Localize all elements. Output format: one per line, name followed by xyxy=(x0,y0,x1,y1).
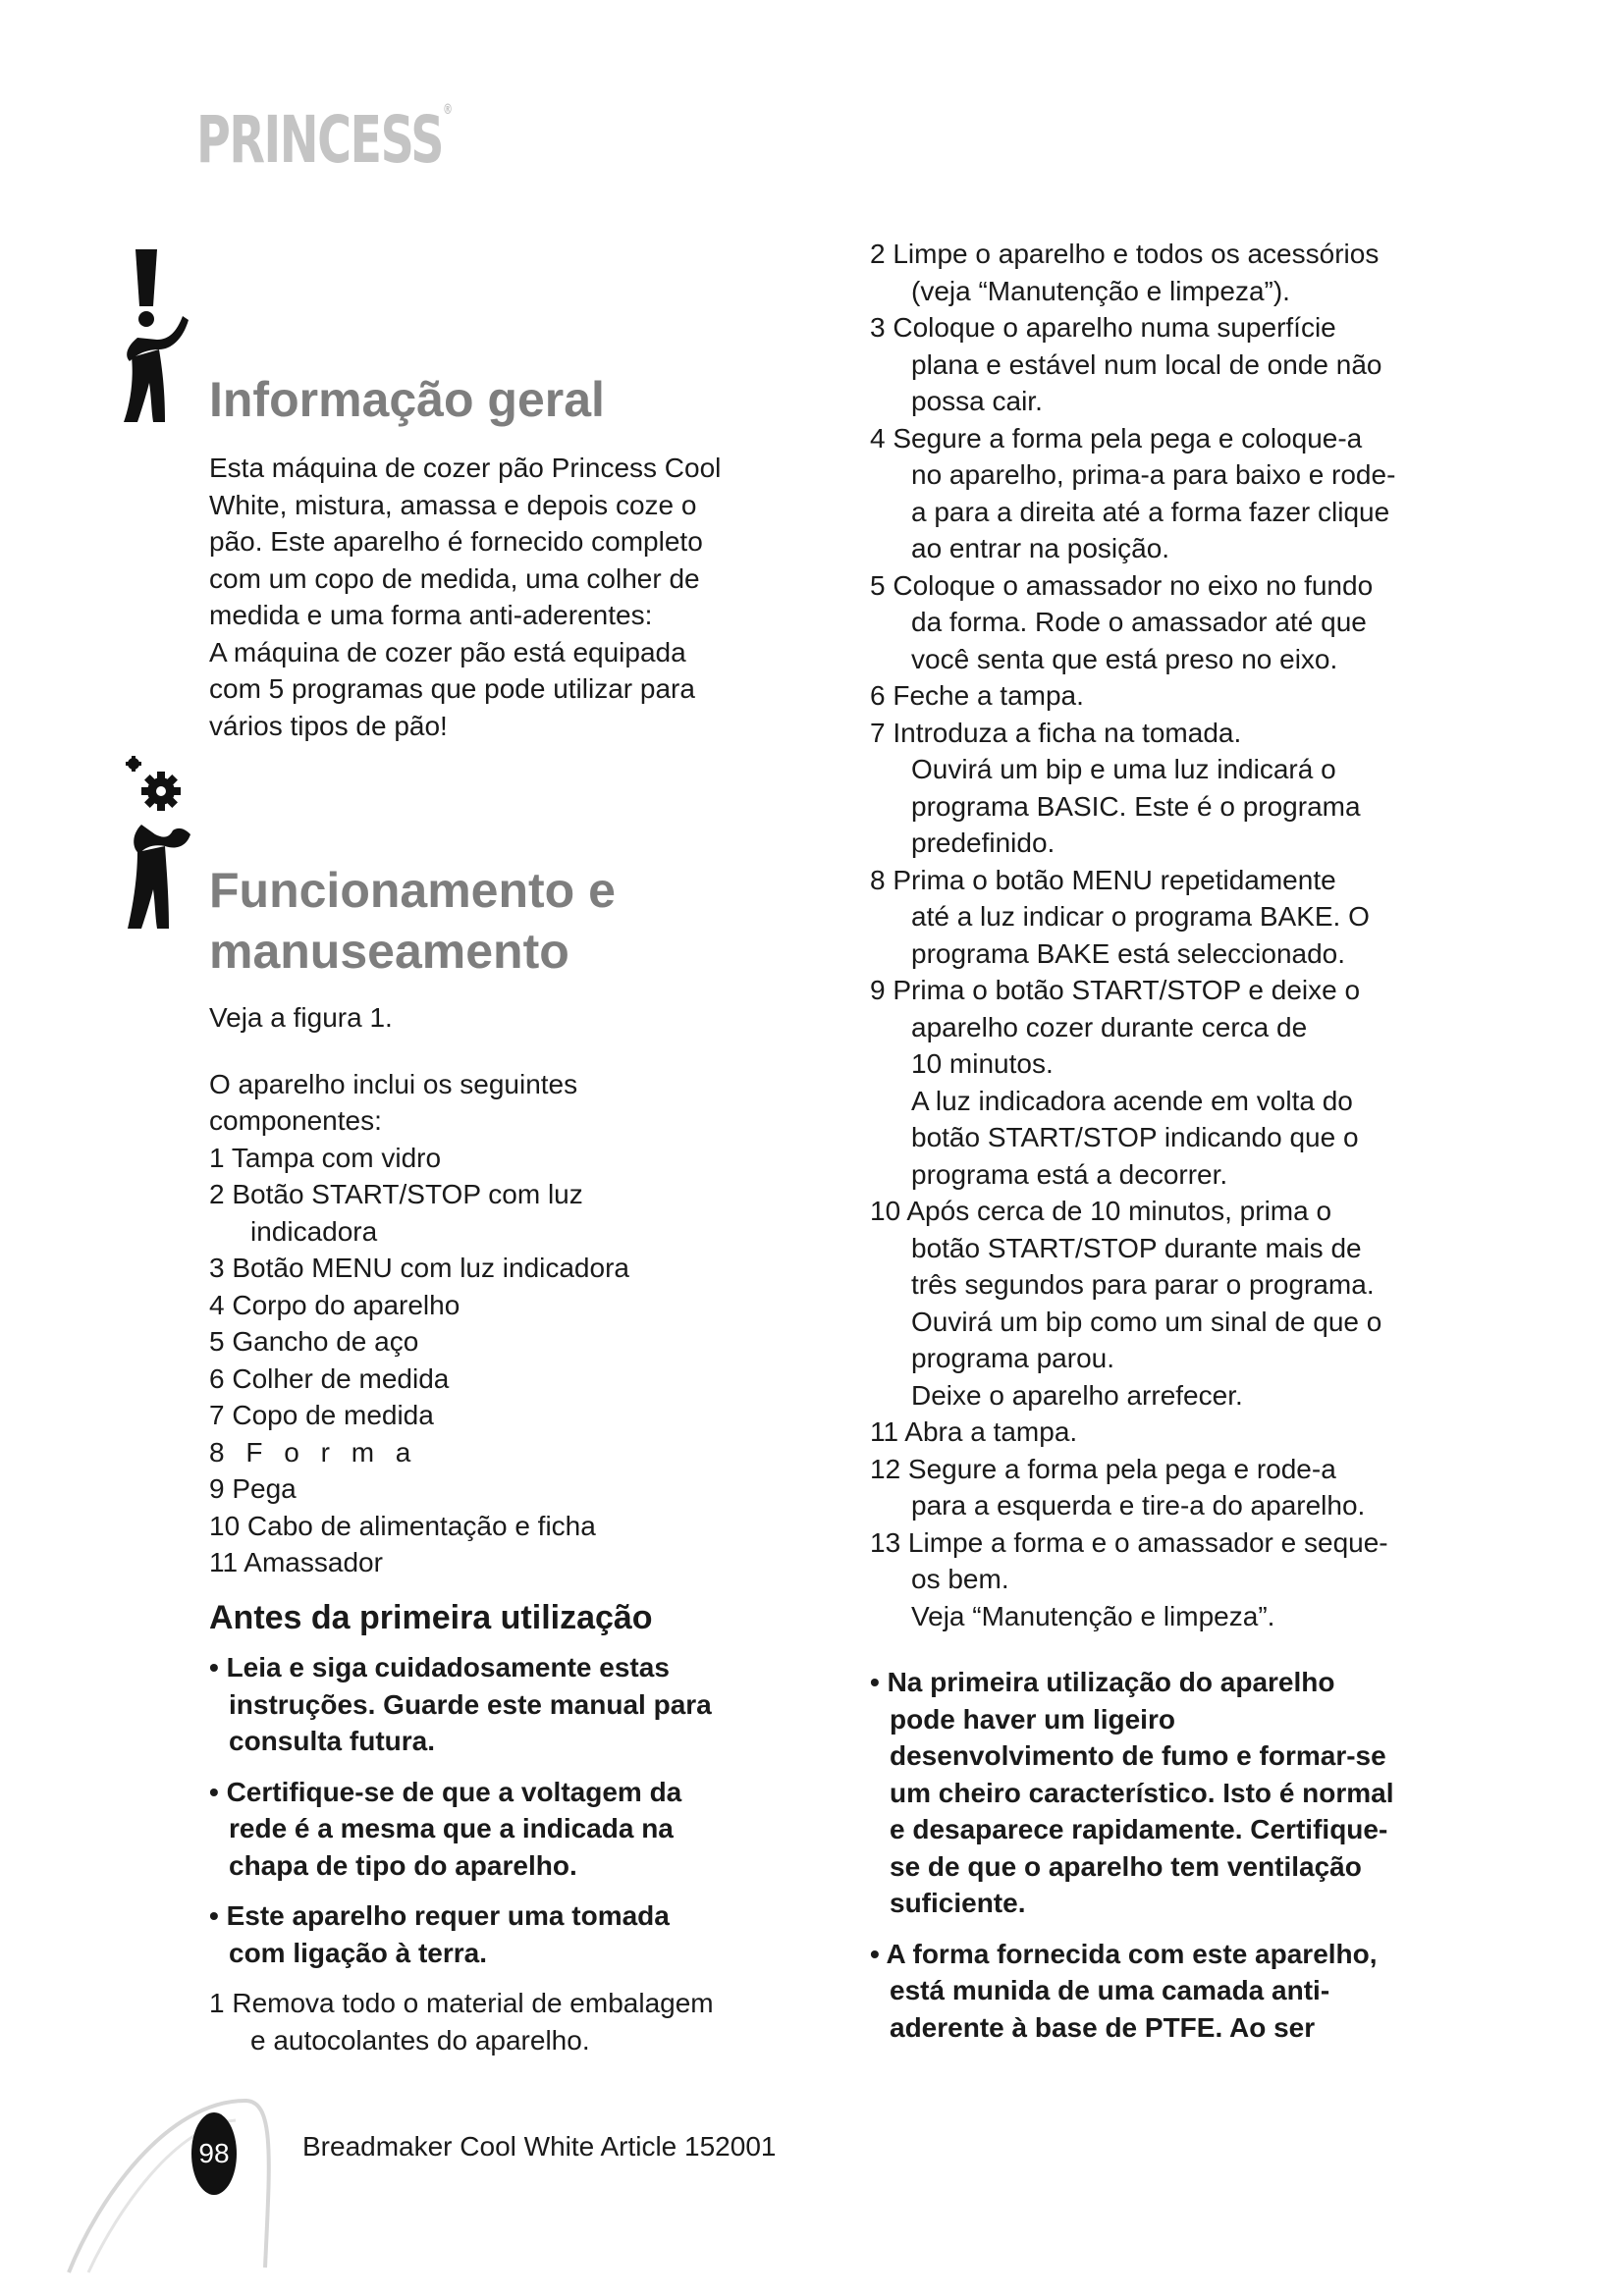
section-title-operation xyxy=(209,860,616,982)
step-item: 13 Limpe a forma e o amassador e seque- os bem. Veja “Manutenção e limpeza”. xyxy=(870,1526,1388,1631)
step-item: 1 Remova todo o material de embalagem e autocolantes do aparelho. xyxy=(209,1988,714,2056)
list-item: 3 Botão MENU com luz indicadora xyxy=(209,1253,629,1283)
page-number-badge: 98 xyxy=(191,2112,237,2195)
list-item: 1 Tampa com vidro xyxy=(209,1142,442,1173)
list-item: 10 Cabo de alimentação e ficha xyxy=(209,1510,596,1541)
bullet-item: • A forma fornecida com este aparelho, está munida de uma camada anti- aderente à base de PTFE. Ao ser xyxy=(870,1938,1378,2043)
section-title-operation-line2: manuseamento xyxy=(209,924,569,979)
step-item: 3 Coloque o aparelho numa superfície plana e estável num local de onde não possa cair. xyxy=(870,312,1382,416)
bullet-item: • Na primeira utilização do aparelho pode haver um ligeiro desenvolvimento de fumo e formar-se um cheiro característico. Isto é normal e desaparece rapidamente. Certifique- se de que o aparelho tem ventilação suficiente. xyxy=(870,1667,1394,1918)
step-item: 4 Segure a forma pela pega e coloque-a no aparelho, prima-a para baixo e rode- a para a direita até a forma fazer clique ao entrar na posição. xyxy=(870,422,1396,563)
list-item: 2 Botão START/STOP com luz xyxy=(209,1179,583,1209)
gear-person-icon xyxy=(126,756,214,933)
subsection-title-first-use: Antes da primeira utilização xyxy=(209,1599,653,1636)
first-use-bullets xyxy=(209,1649,798,2058)
step-item: 9 Prima o botão START/STOP e deixe o aparelho cozer durante cerca de 10 minutos. A luz indicadora acende em volta do botão START/STOP indicando que o programa está a decorrer. xyxy=(870,975,1361,1190)
exclamation-person-icon xyxy=(118,247,206,424)
footer-swoosh-decoration xyxy=(59,2081,295,2277)
bullet-item: • Este aparelho requer uma tomada com ligação à terra. xyxy=(209,1900,670,1968)
bullet-item: • Leia e siga cuidadosamente estas instruções. Guarde este manual para consulta futura. xyxy=(209,1652,712,1756)
right-column-steps xyxy=(870,236,1430,2046)
list-item: 9 Pega xyxy=(209,1473,297,1504)
section-title-info: Informação geral xyxy=(209,372,605,427)
list-item: 11 Amassador xyxy=(209,1547,383,1577)
list-item: 8 F o r m a xyxy=(209,1436,411,1468)
list-item: 5 Gancho de aço xyxy=(209,1326,419,1357)
list-item: 6 Colher de medida xyxy=(209,1362,450,1394)
see-figure-text: Veja a figura 1. xyxy=(209,1002,393,1033)
step-item: 5 Coloque o amassador no eixo no fundo da forma. Rode o amassador até que você senta que está preso no eixo. xyxy=(870,569,1374,674)
info-paragraph: Esta máquina de cozer pão Princess Cool White, mistura, amassa e depois coze o pão. Este aparelho é fornecido completo com um copo de medida, uma colher de medida e uma forma anti-aderentes: A máquina de cozer pão está equipada com 5 programas que pode utilizar para vários tipos de pão! xyxy=(209,453,722,741)
brand-logo: PRINCESS® xyxy=(196,102,454,178)
footer-article-text: Breadmaker Cool White Article 152001 xyxy=(302,2131,777,2162)
step-item: 2 Limpe o aparelho e todos os acessórios (veja “Manutenção e limpeza”). xyxy=(870,239,1380,306)
step-item: 10 Após cerca de 10 minutos, prima o botão START/STOP durante mais de três segundos para parar o programa. Ouvirá um bip como um sinal de que o programa parou. Deixe o aparelho arrefecer. xyxy=(870,1196,1382,1411)
components-list xyxy=(209,1140,798,1581)
step-item: 7 Introduza a ficha na tomada. Ouvirá um bip e uma luz indicará o programa BASIC. Este é o programa predefinido. xyxy=(870,717,1361,858)
list-item: 4 Corpo do aparelho xyxy=(209,1289,460,1320)
step-item: 8 Prima o botão MENU repetidamente até a luz indicar o programa BAKE. O programa BAKE está seleccionado. xyxy=(870,864,1370,969)
operation-body: Veja a figura 1. O aparelho inclui os seguintes componentes: 1 Tampa com vidro 2 Botão START/STOP com luz indicadora 3 Botão MENU com luz indicadora 4 Corpo do aparelho 5 Gancho de aço 6 Colher de medida 7 Copo de medida 8 F o r m a 9 Pega 10 Cabo de alimentação e ficha 11 Amassador xyxy=(209,999,798,1581)
list-item: 7 Copo de medida xyxy=(209,1400,434,1430)
section-title-operation-line1: Funcionamento e xyxy=(209,863,616,918)
step-item: 6 Feche a tampa. xyxy=(870,680,1084,711)
step-item: 11 Abra a tampa. xyxy=(870,1416,1078,1447)
step-item: 12 Segure a forma pela pega e rode-a para a esquerda e tire-a do aparelho. xyxy=(870,1453,1366,1521)
list-item-continuation: indicadora xyxy=(250,1215,378,1247)
bullet-item: • Certifique-se de que a voltagem da rede é a mesma que a indicada na chapa de tipo do aparelho. xyxy=(209,1776,682,1881)
